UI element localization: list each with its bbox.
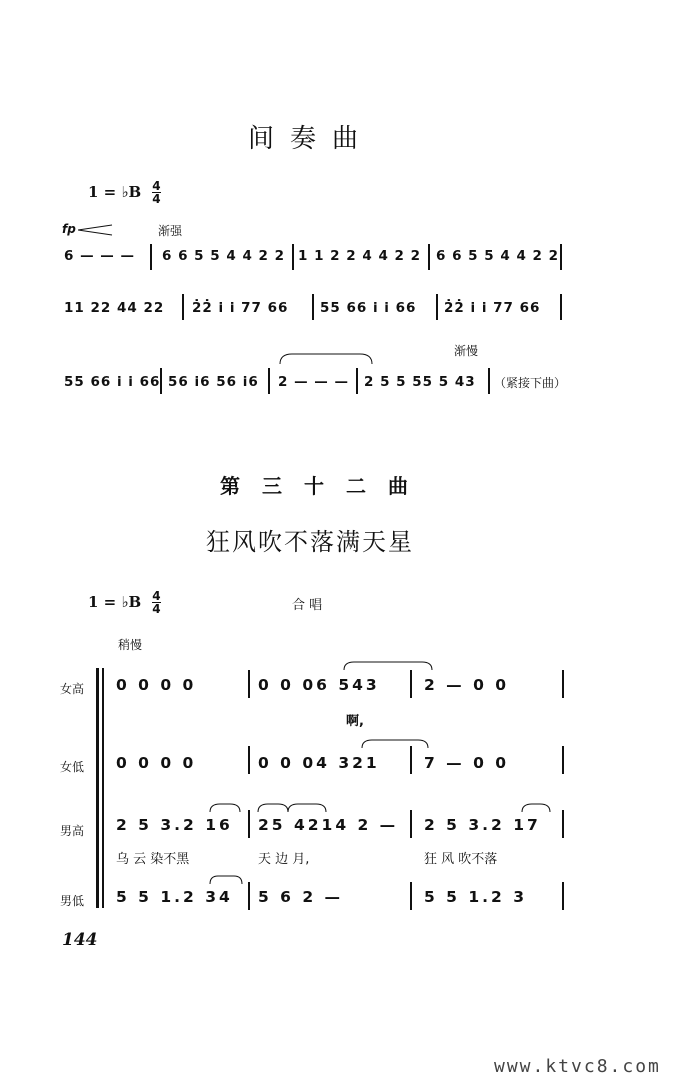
interlude-line3-bar4: 2 5 5 55 5 43 — [364, 374, 476, 390]
tenor-lyric-2: 天 边 月, — [258, 852, 310, 867]
interlude-line2-bar3: 55 66 i i 66 — [320, 300, 417, 316]
barline — [560, 244, 562, 270]
tie-arcs-tenor — [170, 802, 610, 814]
barline — [160, 368, 162, 394]
interlude-line1-bar3: 1 1 2 2 4 4 2 2 — [298, 248, 422, 264]
time-signature: $\frac{4}{4}$ — [152, 179, 161, 206]
interlude-key-signature — [88, 180, 161, 205]
barline — [562, 670, 564, 698]
part-label-alto: 女低 — [60, 760, 85, 774]
interlude-line1-bar4: 6 6 5 5 4 4 2 2 — [436, 248, 560, 264]
watermark: www.ktvc8.com — [494, 1056, 661, 1077]
barline — [182, 294, 184, 320]
interlude-line2-bar1: 11 22 44 22 — [64, 300, 165, 316]
alto-bar3: 7 — 0 0 — [424, 754, 510, 772]
tenor-lyric-3: 狂 风 吹不落 — [424, 852, 498, 867]
tenor-bar2: 25 4214 2 — — [258, 816, 399, 834]
dynamic-marking: fp — [62, 222, 76, 236]
page-number: 144 — [62, 930, 98, 950]
interlude-line1-bar1: 6 — — — — [64, 248, 135, 264]
barline — [436, 294, 438, 320]
barline — [562, 746, 564, 774]
barline — [150, 244, 152, 270]
tie-arc — [342, 660, 434, 672]
part-label-tenor: 男高 — [60, 824, 85, 838]
soprano-lyric: 啊, — [346, 714, 364, 729]
barline — [562, 810, 564, 838]
barline — [292, 244, 294, 270]
system-brace-thick — [96, 668, 99, 908]
song-number: 第三十二曲 — [220, 474, 430, 498]
song-key-signature — [88, 590, 161, 615]
part-label-bass: 男低 — [60, 894, 85, 908]
ritardando-label: 渐慢 — [454, 344, 479, 358]
interlude-line3-bar3: 2 — — — — [278, 374, 349, 390]
soprano-bar3: 2 — 0 0 — [424, 676, 510, 694]
barline — [562, 882, 564, 910]
bass-bar1: 5 5 1.2 34 — [116, 888, 233, 906]
bass-bar2: 5 6 2 — — [258, 888, 344, 906]
system-brace-thin — [102, 668, 104, 908]
barline — [410, 810, 412, 838]
barline — [410, 670, 412, 698]
tie-arc — [278, 352, 374, 366]
barline — [356, 368, 358, 394]
barline — [410, 746, 412, 774]
barline — [428, 244, 430, 270]
interlude-title: 间奏曲 — [248, 124, 375, 154]
bass-bar3: 5 5 1.2 3 — [424, 888, 528, 906]
alto-bar1: 0 0 0 0 — [116, 754, 197, 772]
alto-bar2: 0 0 04 321 — [258, 754, 380, 772]
interlude-line2-bar4: 2̇2̇ i i 77 66 — [444, 300, 541, 316]
song-title: 狂风吹不落满天星 — [206, 528, 414, 556]
chorus-label: 合 唱 — [292, 598, 323, 613]
tie-arc — [360, 738, 430, 750]
interlude-line1-bar2: 6 6 5 5 4 4 2 2 — [162, 248, 286, 264]
tie-arc — [208, 874, 248, 886]
tenor-bar1: 2 5 3.2 16 — [116, 816, 233, 834]
barline — [248, 810, 250, 838]
soprano-bar2: 0 0 06 543 — [258, 676, 380, 694]
tenor-lyric-1: 乌 云 染不黑 — [116, 852, 190, 867]
key-label: 1 = ♭B — [88, 183, 142, 201]
tenor-bar3: 2 5 3.2 17 — [424, 816, 541, 834]
part-label-soprano: 女高 — [60, 682, 85, 696]
crescendo-label: 渐强 — [158, 224, 183, 238]
segue-note: （紧接下曲） — [494, 376, 567, 390]
time-signature: $\frac{4}{4}$ — [152, 589, 161, 616]
barline — [248, 882, 250, 910]
interlude-line3-bar1: 55 66 i i 66 — [64, 374, 161, 390]
soprano-bar1: 0 0 0 0 — [116, 676, 197, 694]
barline — [410, 882, 412, 910]
barline — [248, 746, 250, 774]
tempo-marking: 稍慢 — [118, 638, 143, 652]
crescendo-hairpin — [78, 224, 118, 236]
barline — [560, 294, 562, 320]
barline — [268, 368, 270, 394]
interlude-line2-bar2: 2̇2̇ i i 77 66 — [192, 300, 289, 316]
key-label: 1 = ♭B — [88, 593, 142, 611]
barline — [312, 294, 314, 320]
barline — [488, 368, 490, 394]
barline — [248, 670, 250, 698]
interlude-line3-bar2: 56 i6 56 i6 — [168, 374, 259, 390]
